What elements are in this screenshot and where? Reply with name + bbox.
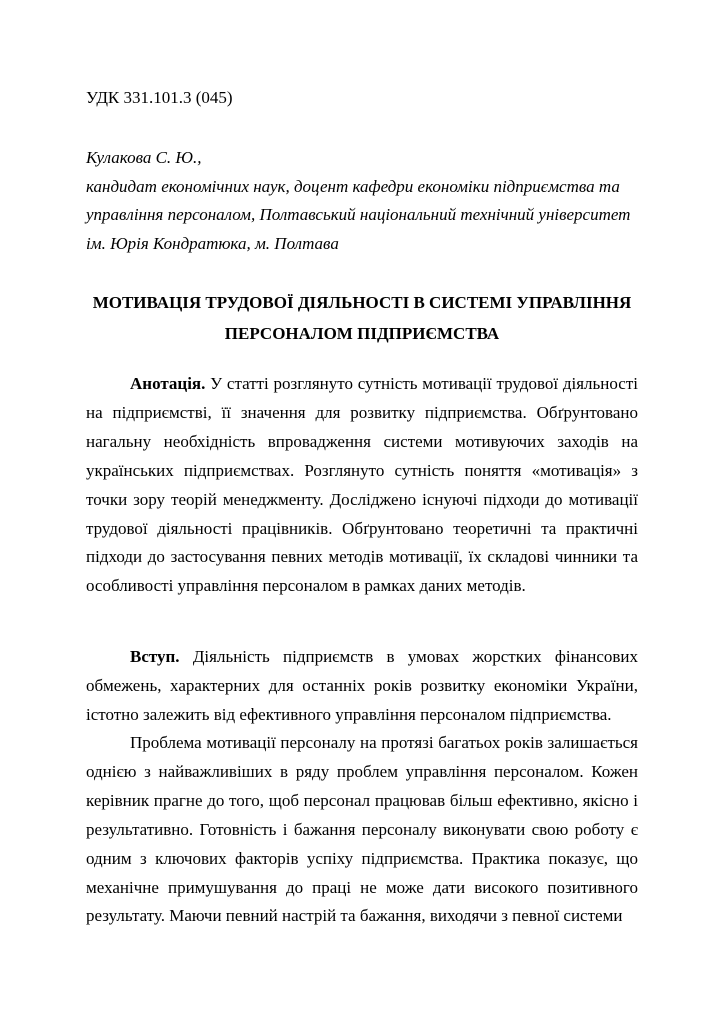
body-paragraph: Проблема мотивації персоналу на протязі багатьох років залишається однією з найважливіших в ряду проблем управління персоналом. Кожен керівник прагне до того, щоб персонал працював більш ефективно, якісно і результативно. Готовність і бажання персоналу виконувати свою роботу є одним з ключових факторів успіху підприємства. Практика показує, що механічне примушування до праці не може дати високого позитивного результату. Маючи певний настрій та бажання, виходячи з певної системи <box>86 733 638 926</box>
abstract-label: Анотація. <box>130 374 206 393</box>
author-affiliation-line: ім. Юрія Кондратюка, м. Полтава <box>86 233 339 253</box>
paper-title <box>70 287 654 349</box>
introduction-text: Діяльність підприємств в умовах жорстких фінансових обмежень, характерних для останніх років розвитку економіки України, істотно залежить від ефективного управління персоналом підприємства. <box>86 647 638 724</box>
author-block <box>86 144 646 258</box>
author-affiliation-line: управління персоналом, Полтавський національний технічний університет <box>86 205 631 224</box>
abstract-text: У статті розглянуто сутність мотивації трудової діяльності на підприємстві, її значення для розвитку підприємства. Обґрунтовано нагальну необхідність впровадження системи мотивуючих заходів на українських підприємствах. Розглянуто сутність поняття «мотивація» з точки зору теорій менеджменту. Досліджено існуючі підходи до мотивації трудової діяльності працівників. Обґрунтовано теоретичні та практичні підходи до застосування певних методів мотивації, їх складові чинники та особливості управління персоналом в рамках даних методів. <box>86 374 638 596</box>
introduction-paragraph <box>86 643 638 730</box>
author-affiliation-line: кандидат економічних наук, доцент кафедри економіки підприємства та <box>86 176 620 196</box>
udc-code: УДК 331.101.3 (045) <box>86 88 233 107</box>
author-name: Кулакова С. Ю., <box>86 148 202 167</box>
abstract-paragraph <box>86 370 638 601</box>
paper-title-line: МОТИВАЦІЯ ТРУДОВОЇ ДІЯЛЬНОСТІ В СИСТЕМІ УПРАВЛІННЯ <box>92 293 632 312</box>
introduction-label: Вступ. <box>130 647 180 666</box>
paper-title-line: ПЕРСОНАЛОМ ПІДПРИЄМСТВА <box>224 324 500 343</box>
